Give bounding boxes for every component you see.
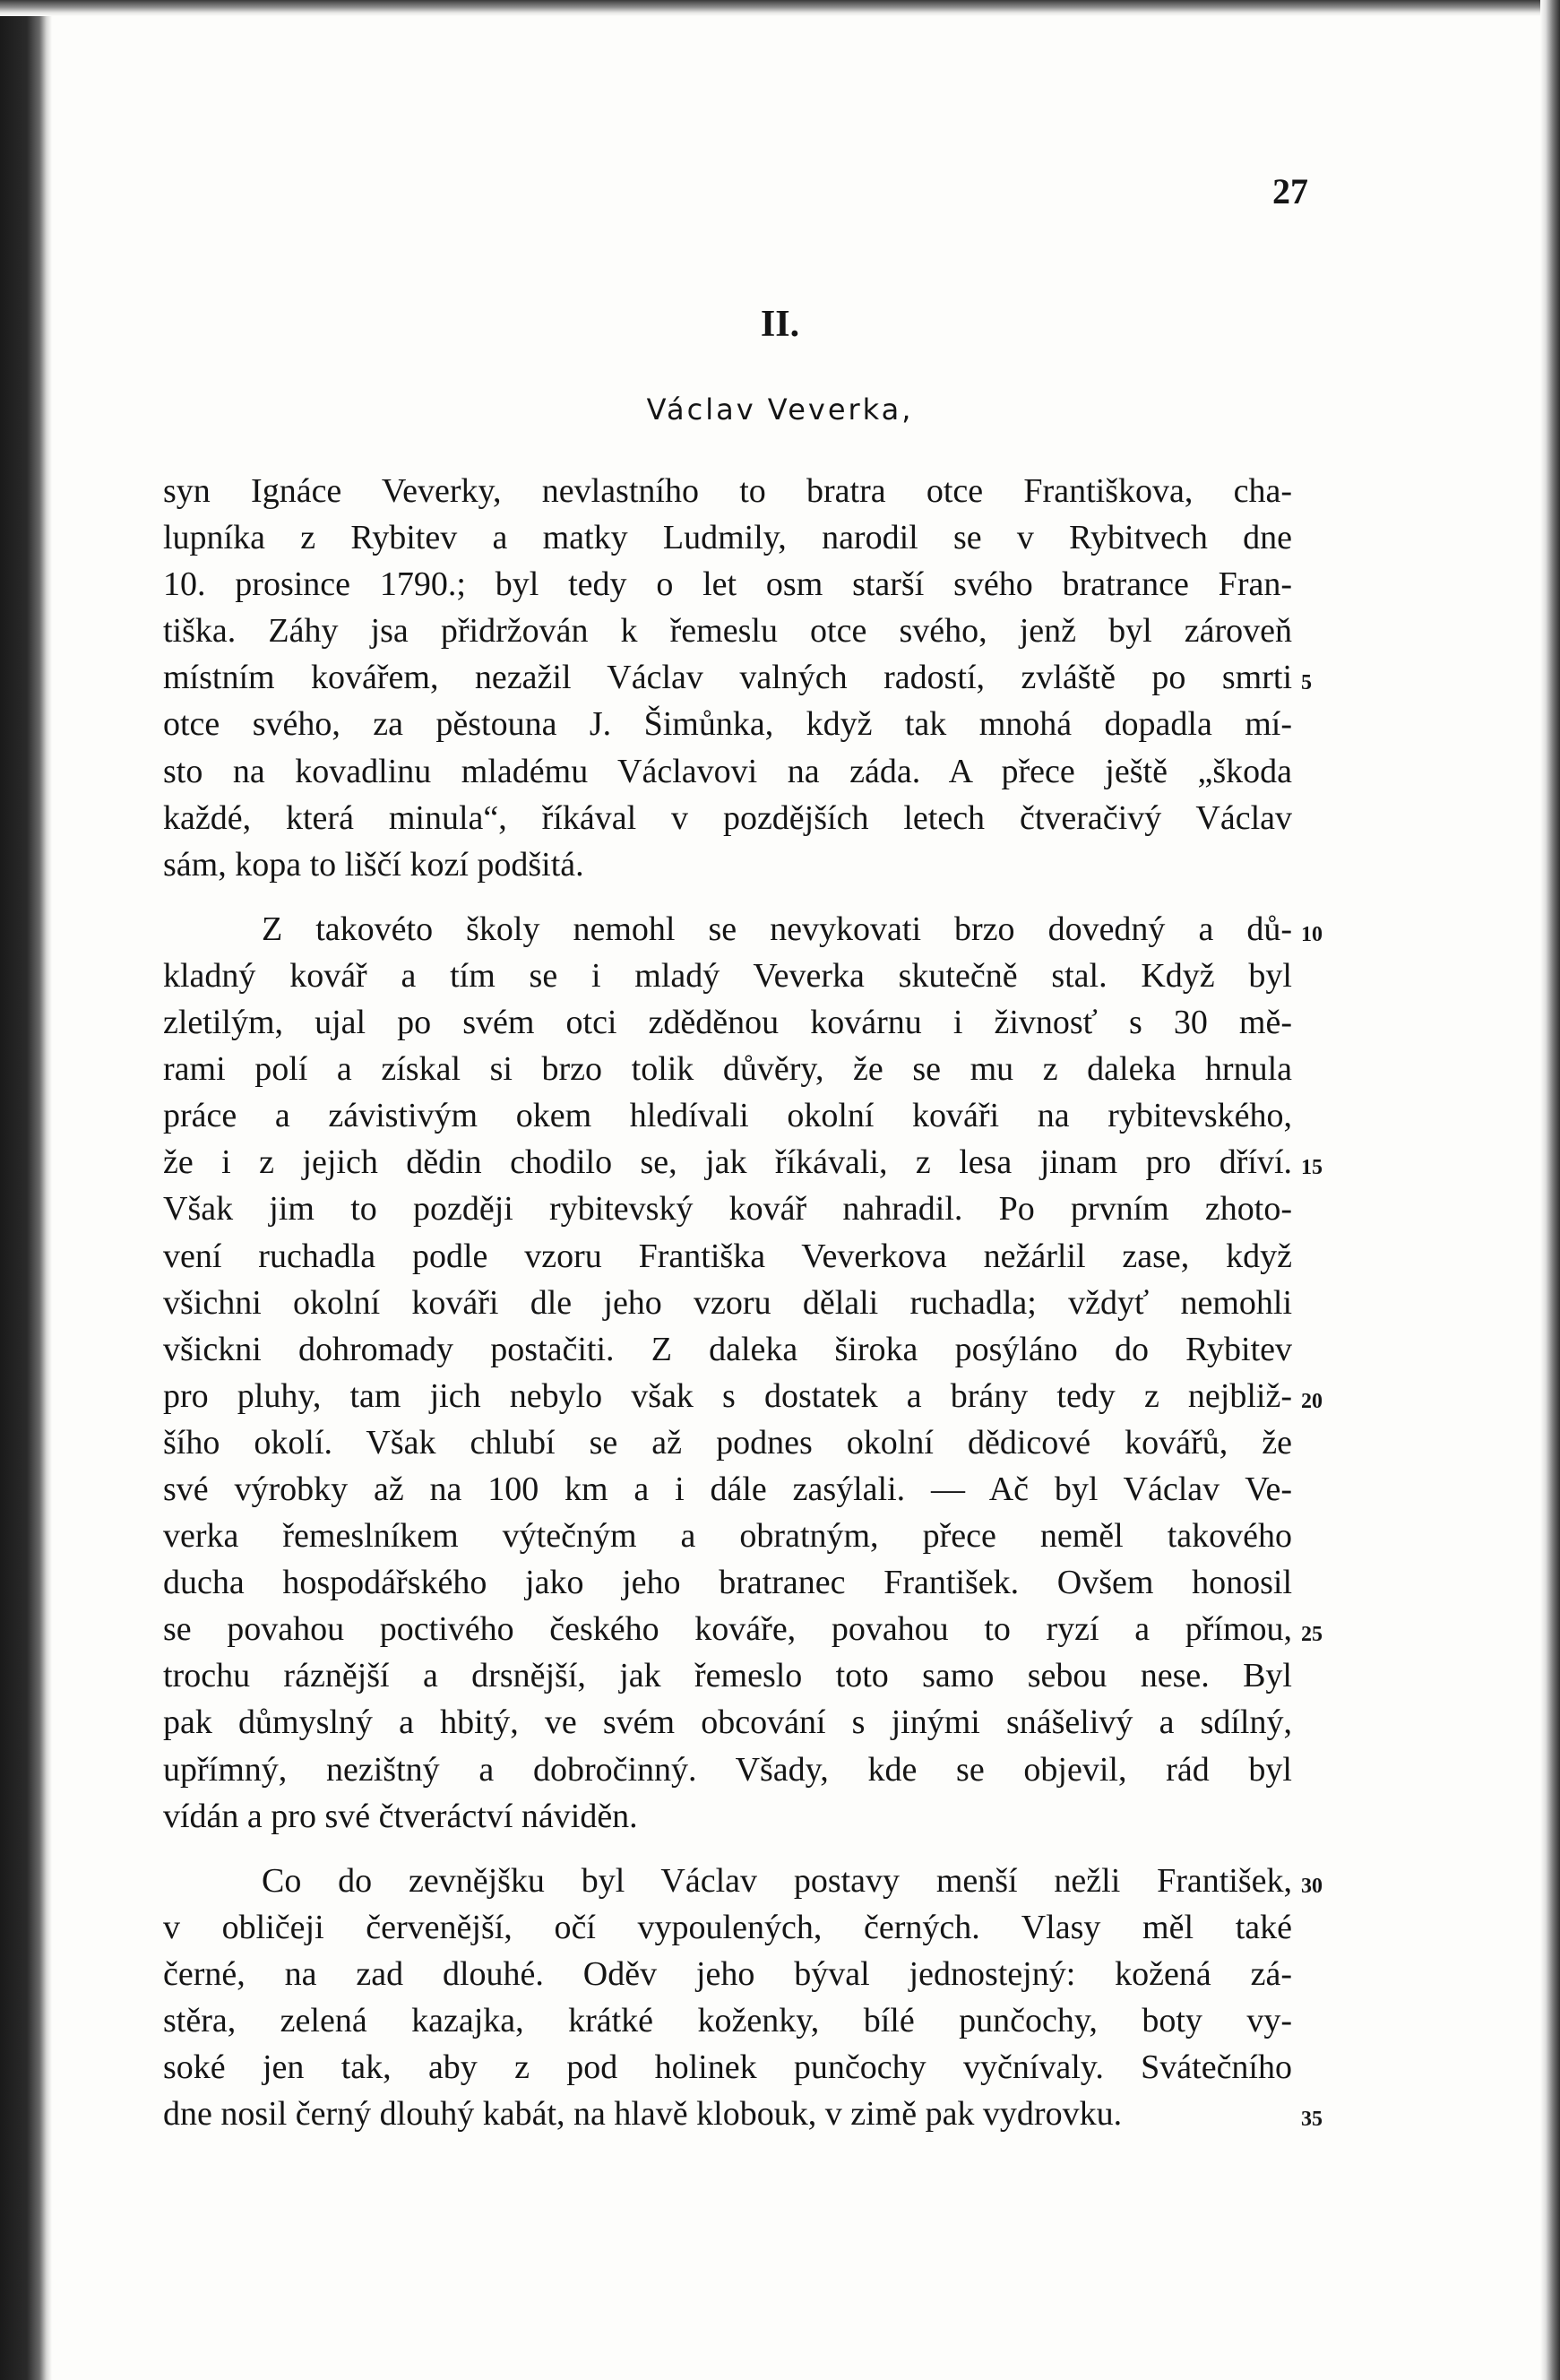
- text-line: trochu ráznější a drsnější, jak řemeslo toto samo sebou nese. Byl: [163, 1657, 1292, 1695]
- paragraph-gap: [163, 1840, 1292, 1858]
- text-line: syn Ignáce Veverky, nevlastního to bratra otce Františkova, cha-: [163, 472, 1292, 510]
- margin-line-number: 30: [1301, 1875, 1323, 1898]
- chapter-subtitle: Václav Veverka,: [646, 392, 914, 427]
- paragraph: [163, 468, 1292, 888]
- text-line: práce a závistivým okem hledívali okolní kováři na rybitevského,: [163, 1097, 1292, 1135]
- text-line: sám, kopa to liščí kozí podšitá.: [163, 845, 584, 884]
- margin-line-number: 35: [1301, 2108, 1323, 2131]
- text-line: tiška. Záhy jsa přidržován k řemeslu otce svého, jenž byl zároveň: [163, 612, 1292, 651]
- text-line: zletilým, ujal po svém otci zděděnou kovárnu i živnosť s 30 mě-: [163, 1004, 1292, 1042]
- text-line: dne nosil černý dlouhý kabát, na hlavě klobouk, v zimě pak vydrovku.: [163, 2095, 1123, 2134]
- margin-line-number: 25: [1301, 1623, 1323, 1646]
- text-line: každé, která minula“, říkával v pozdějších letech čtveračivý Václav: [163, 798, 1292, 837]
- text-line: lupníka z Rybitev a matky Ludmily, narodil se v Rybitvech dne: [163, 519, 1292, 557]
- text-line: černé, na zad dlouhé. Oděv jeho býval jednostejný: kožená zá-: [163, 1954, 1292, 1993]
- scan-edge-top: [0, 0, 1560, 16]
- text-line: verka řemeslníkem výtečným a obratným, přece neměl takového: [163, 1517, 1292, 1556]
- text-line: ducha hospodářského jako jeho bratranec František. Ovšem honosil: [163, 1564, 1292, 1602]
- text-line: vídán a pro své čtveráctví náviděn.: [163, 1797, 638, 1835]
- text-line: místním kovářem, nezažil Václav valných radostí, zvláště po smrti: [163, 659, 1292, 697]
- margin-line-number: 15: [1301, 1156, 1323, 1179]
- chapter-heading: II.: [760, 304, 800, 345]
- text-line: stěra, zelená kazajka, krátké koženky, bílé punčochy, boty vy-: [163, 2002, 1292, 2039]
- text-line: Co do zevnějšku byl Václav postavy menší nežli František,: [262, 1861, 1292, 1900]
- text-line: Však jim to později rybitevský kovář nahradil. Po prvním zhoto-: [163, 1190, 1292, 1229]
- paragraph-gap: [163, 888, 1292, 906]
- text-line: pak důmyslný a hbitý, ve svém obcování s jinými snášelivý a sdílný,: [163, 1703, 1292, 1742]
- scan-edge-left: [0, 0, 52, 2380]
- margin-line-number: 5: [1301, 671, 1312, 694]
- scan-edge-right: [1540, 0, 1560, 2380]
- text-line: upřímný, nezištný a dobročinný. Všady, kde se objevil, rád byl: [163, 1750, 1292, 1789]
- text-line: všichni okolní kováři dle jeho vzoru dělali ruchadla; vždyť nemohli: [163, 1283, 1292, 1322]
- text-line: vení ruchadla podle vzoru Františka Veverkova nežárlil zase, když: [163, 1237, 1292, 1275]
- text-line: kladný kovář a tím se i mladý Veverka skutečně stal. Když byl: [163, 956, 1292, 995]
- margin-line-number: 20: [1301, 1390, 1323, 1413]
- margin-line-number: 10: [1301, 923, 1323, 946]
- text-line: 10. prosince 1790.; byl tedy o let osm starší svého bratrance Fran-: [163, 565, 1292, 604]
- paragraph: [163, 906, 1292, 1840]
- text-line: soké jen tak, aby z pod holinek punčochy vyčnívaly. Svátečního: [163, 2048, 1292, 2087]
- text-line: své výrobky až na 100 km a i dále zasýlali. — Ač byl Václav Ve-: [163, 1470, 1292, 1508]
- page-number: 27: [1272, 171, 1308, 211]
- text-line: všickni dohromady postačiti. Z daleka široka posýláno do Rybitev: [163, 1330, 1292, 1368]
- text-line: sto na kovadlinu mladému Václavovi na záda. A přece ještě „škoda: [163, 752, 1292, 790]
- text-line: že i z jejich dědin chodilo se, jak říkávali, z lesa jinam pro dříví.: [163, 1143, 1292, 1182]
- text-line: rami polí a získal si brzo tolik důvěry, že se mu z daleka hrnula: [163, 1050, 1292, 1089]
- text-line: se povahou poctivého českého kováře, povahou to ryzí a přímou,: [163, 1610, 1292, 1649]
- text-line: v obličeji červenější, očí vypoulených, černých. Vlasy měl také: [163, 1908, 1292, 1946]
- paragraph: [163, 1858, 1292, 2138]
- text-line: šího okolí. Však chlubí se až podnes okolní dědicové kovářů, že: [163, 1423, 1292, 1462]
- text-line: Z takovéto školy nemohl se nevykovati brzo dovedný a dů-: [262, 910, 1292, 948]
- body-text: [163, 468, 1292, 2137]
- text-line: otce svého, za pěstouna J. Šimůnka, když tak mnohá dopadla mí-: [163, 705, 1292, 744]
- text-line: pro pluhy, tam jich nebylo však s dostatek a brány tedy z nejbliž-: [163, 1376, 1292, 1415]
